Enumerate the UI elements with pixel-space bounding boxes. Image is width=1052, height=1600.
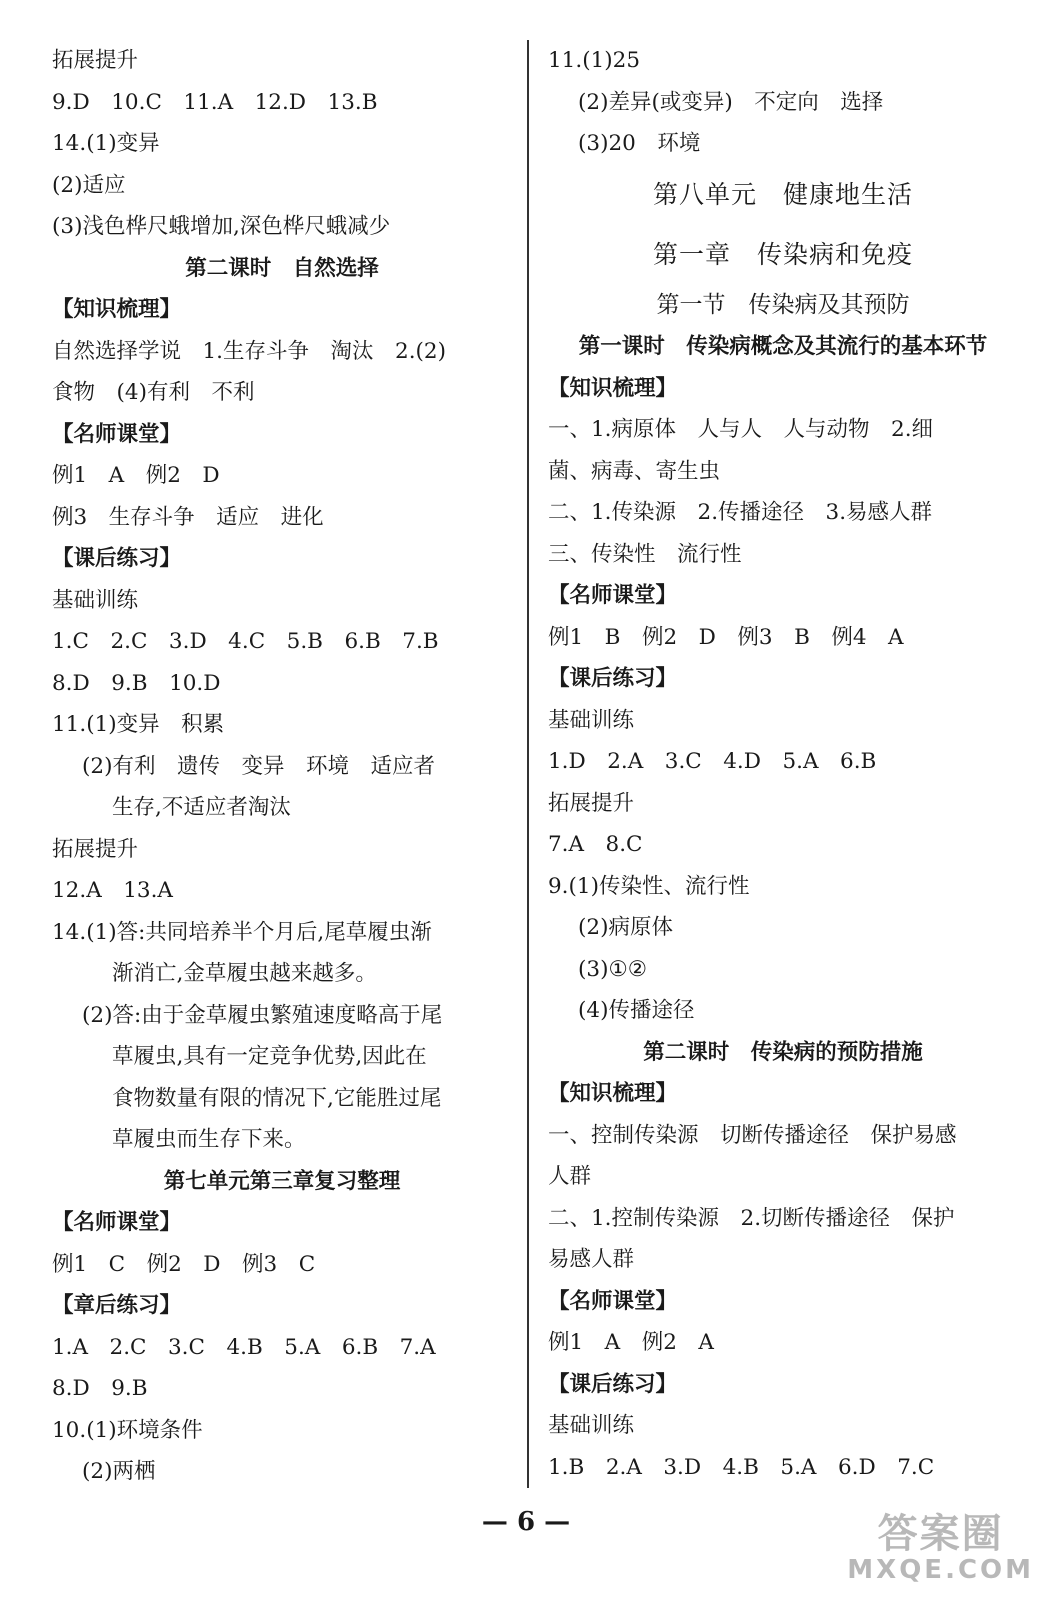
section-label: 【名师课堂】	[548, 1288, 678, 1314]
lesson-title: 第一课时 传染病概念及其流行的基本环节	[578, 334, 988, 359]
section-label: 【知识梳理】	[548, 375, 678, 401]
page-number: — 6 —	[481, 1507, 571, 1537]
answer-line: 1.B 2.A 3.D 4.B 5.A 6.D 7.C	[548, 1454, 935, 1480]
answer-line: 基础训练	[52, 587, 139, 613]
section-label: 【课后练习】	[548, 666, 678, 691]
answer-line: (3)①②	[578, 956, 648, 982]
answer-line: (4)传播途径	[578, 998, 695, 1023]
watermark-logo	[847, 1512, 1034, 1584]
answer-line: 1.A 2.C 3.C 4.B 5.A 6.B 7.A	[52, 1334, 436, 1360]
answer-line: 自然选择学说 1.生存斗争 淘汰 2.(2)	[52, 338, 446, 364]
answer-line: 拓展提升	[548, 790, 635, 816]
answer-line: 拓展提升	[52, 48, 139, 73]
answer-line: 11.(1)变异 积累	[52, 712, 225, 737]
section-label: 【知识梳理】	[548, 1081, 678, 1106]
right-column	[548, 40, 1018, 1488]
answer-line: 渐消亡,金草履虫越来越多。	[112, 961, 377, 986]
answer-line: 9.D 10.C 11.A 12.D 13.B	[52, 89, 378, 115]
answer-line: 7.A 8.C	[548, 832, 643, 857]
lesson-title: 第二课时 传染病的预防措施	[643, 1039, 923, 1065]
answer-line: 三、传染性 流行性	[548, 541, 742, 567]
answer-line: 一、1.病原体 人与人 人与动物 2.细	[548, 417, 934, 442]
answer-line: 食物 (4)有利 不利	[52, 380, 255, 405]
unit-heading: 第八单元 健康地生活	[652, 179, 913, 209]
section-label: 【课后练习】	[52, 546, 182, 571]
answer-line: 8.D 9.B 10.D	[52, 670, 221, 696]
section-label: 【名师课堂】	[548, 583, 678, 608]
answer-line: 一、控制传染源 切断传播途径 保护易感	[548, 1122, 957, 1148]
answer-line: 二、1.传染源 2.传播途径 3.易感人群	[548, 500, 933, 525]
answer-line: 生存,不适应者淘汰	[112, 795, 291, 820]
answer-line: 草履虫而生存下来。	[112, 1127, 306, 1152]
answer-line: 食物数量有限的情况下,它能胜过尾	[112, 1085, 442, 1111]
lesson-title: 第二课时 自然选择	[185, 255, 379, 281]
answer-line: 1.D 2.A 3.C 4.D 5.A 6.B	[548, 749, 877, 774]
answer-line: 基础训练	[548, 707, 635, 733]
answer-line: 例1 B 例2 D 例3 B 例4 A	[548, 624, 904, 650]
section-heading: 第一节 传染病及其预防	[656, 291, 910, 318]
answer-line: 例1 C 例2 D 例3 C	[52, 1251, 316, 1277]
answer-line: 8.D 9.B	[52, 1376, 148, 1401]
section-label: 【知识梳理】	[52, 297, 182, 322]
answer-line: 例3 生存斗争 适应 进化	[52, 504, 324, 530]
answer-line: 人群	[548, 1164, 592, 1189]
answer-line: 二、1.控制传染源 2.切断传播途径 保护	[548, 1205, 955, 1231]
unit-heading: 第一章 传染病和免疫	[652, 239, 913, 269]
answer-line: (2)两栖	[82, 1459, 156, 1484]
answer-line: 基础训练	[548, 1413, 635, 1438]
answer-line: 例1 A 例2 D	[52, 463, 220, 488]
answer-line: (2)适应	[52, 172, 126, 198]
section-label: 【名师课堂】	[52, 1210, 182, 1235]
answer-line: 11.(1)25	[548, 48, 641, 73]
answer-line: 例1 A 例2 A	[548, 1330, 714, 1355]
answer-line: 易感人群	[548, 1247, 635, 1272]
answer-line: 拓展提升	[52, 836, 139, 862]
answer-line: (2)病原体	[578, 915, 673, 940]
watermark-text: 答案圈	[877, 1511, 1004, 1557]
answer-line: (2)答:由于金草履虫繁殖速度略高于尾	[82, 1002, 443, 1028]
answer-line: 14.(1)变异	[52, 131, 160, 156]
answer-line: 9.(1)传染性、流行性	[548, 873, 750, 899]
answer-line: 草履虫,具有一定竞争优势,因此在	[112, 1044, 427, 1069]
answer-line: (2)差异(或变异) 不定向 选择	[578, 89, 884, 115]
section-label: 【章后练习】	[52, 1293, 182, 1318]
section-label: 【课后练习】	[548, 1371, 678, 1397]
answer-line: (3)浅色桦尺蛾增加,深色桦尺蛾减少	[52, 214, 391, 239]
answer-line: (2)有利 遗传 变异 环境 适应者	[82, 753, 435, 779]
lesson-title: 第七单元第三章复习整理	[163, 1168, 401, 1194]
answer-line: (3)20 环境	[578, 131, 701, 156]
answer-line: 14.(1)答:共同培养半个月后,尾草履虫渐	[52, 919, 432, 945]
section-label: 【名师课堂】	[52, 421, 182, 447]
column-divider	[527, 40, 529, 1488]
answer-line: 1.C 2.C 3.D 4.C 5.B 6.B 7.B	[52, 629, 439, 654]
answer-line: 10.(1)环境条件	[52, 1417, 203, 1443]
watermark-domain: MXQE.COM	[847, 1555, 1034, 1585]
left-column	[52, 40, 512, 1493]
answer-line: 菌、病毒、寄生虫	[548, 458, 721, 484]
answer-line: 12.A 13.A	[52, 878, 173, 903]
